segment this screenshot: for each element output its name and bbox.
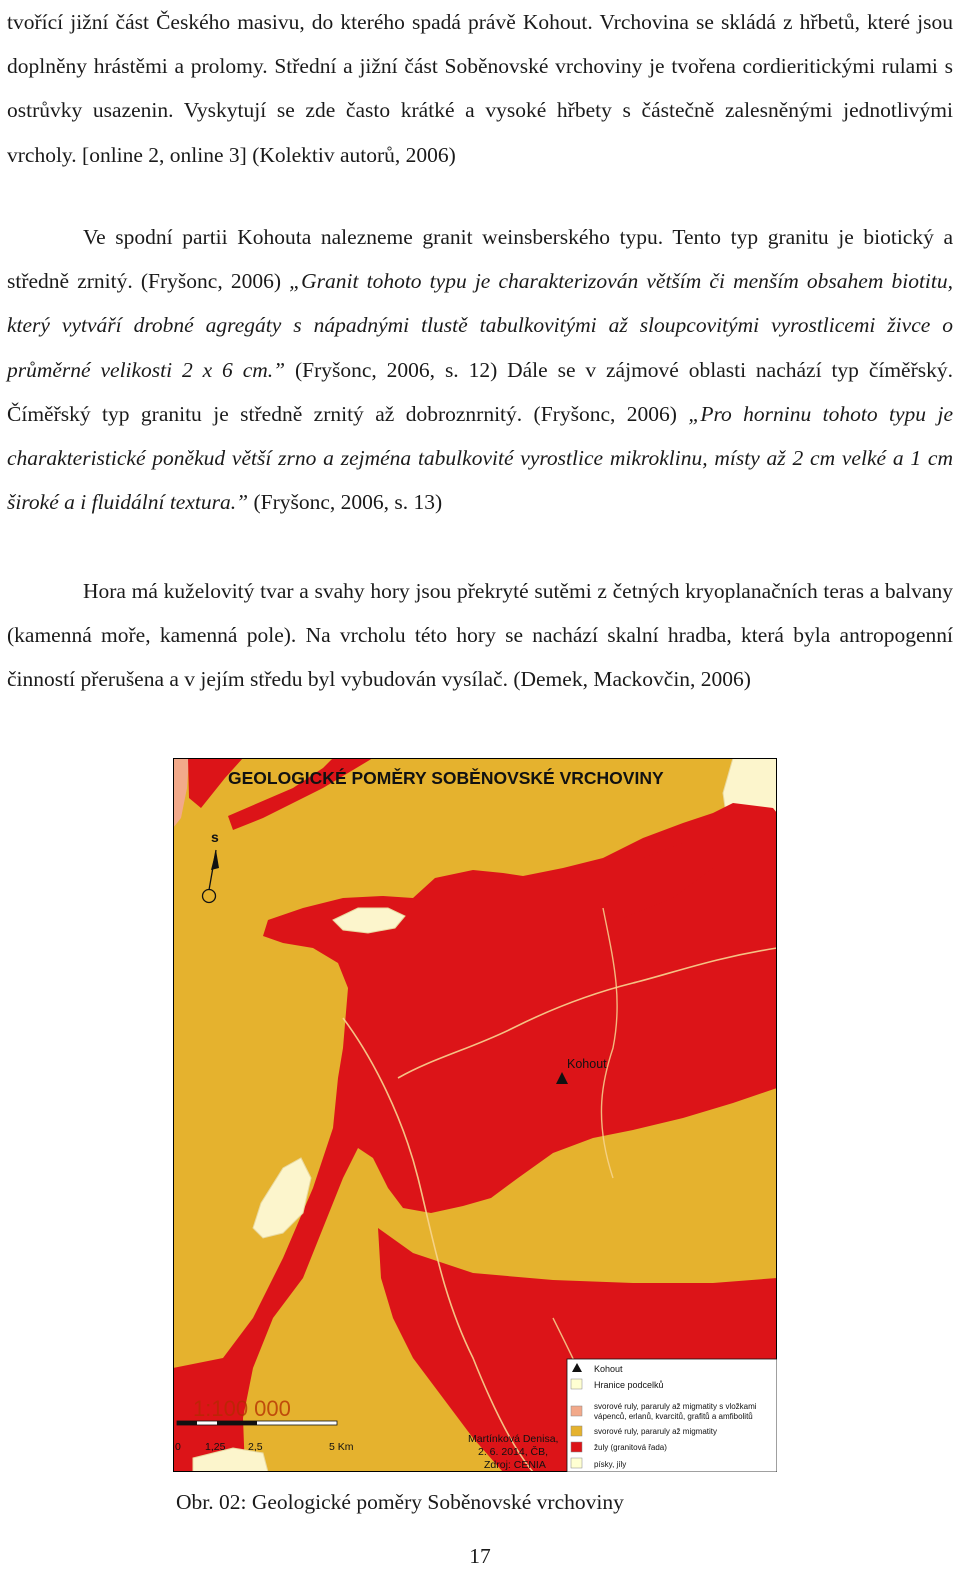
scale-tick-2: 2,5: [248, 1441, 263, 1453]
paragraph-1: tvořící jižní část Českého masivu, do kterého spadá právě Kohout. Vrchovina se skládá z hřbetů, které jsou doplněny hrástěmi a prolomy. Střední a jižní část Soběnovské vrchoviny je tvořena cordieritickými rulami s ostrůvky usazenin. Vyskytují se zde často krátké a vysoké hřbety s částečně zalesněnými jednotlivými vrcholy. [online 2, online 3] (Kolektiv autorů, 2006): [7, 10, 953, 167]
legend-label-kohout: Kohout: [594, 1364, 623, 1374]
paragraph-2: [7, 215, 953, 524]
legend-label-ruly-vlozky-2: vápenců, erlanů, kvarcitů, grafitů a amfibolitů: [594, 1412, 753, 1421]
map-title: GEOLOGICKÉ POMĚRY SOBĚNOVSKÉ VRCHOVINY: [228, 768, 664, 788]
map-author: Martínková Denisa,: [468, 1433, 559, 1445]
peak-label: Kohout: [567, 1057, 607, 1071]
legend-label-ruly: svorové ruly, pararuly až migmatity: [594, 1427, 717, 1436]
paragraph-3: Hora má kuželovitý tvar a svahy hory jsou překryté sutěmi z četných kryoplanačních teras a balvany (kamenná moře, kamenná pole). Na vrcholu této hory se nachází skalní hradba, která byla antropogenní činností přerušena a v jejím středu byl vybudován vysílač. (Demek, Mackovčin, 2006): [7, 579, 953, 692]
scale-tick-1: 1,25: [205, 1441, 226, 1453]
map-legend: [567, 1359, 777, 1472]
map-date: 2. 6. 2014, ČB,: [478, 1446, 549, 1458]
paragraph-2-text-c: (Fryšonc, 2006, s. 13): [248, 490, 443, 515]
scale-ratio: 1:100 000: [193, 1396, 291, 1421]
legend-label-hranice: Hranice podcelků: [594, 1380, 664, 1390]
legend-swatch-ruly: [571, 1426, 582, 1436]
map-source: Zdroj: CENIA: [484, 1459, 546, 1471]
legend-swatch-hranice: [571, 1379, 582, 1389]
paragraph-2-text-b: (Fryšonc, 2006, s. 12) Dále se v zájmové oblasti nachází typ číměřský. Číměřský typ granitu je středně zrnitý až dobroznrnitý. (Fryšonc, 2006): [7, 357, 953, 426]
legend-swatch-zuly: [571, 1442, 582, 1452]
legend-label-ruly-vlozky-1: svorové ruly, pararuly až migmatity s vložkami: [594, 1402, 757, 1411]
legend-swatch-ruly-vlozky: [571, 1406, 582, 1416]
quote-cimersky: „Pro horninu tohoto typu je charakteristické poněkud větší zrno a zejména tabulkovité vyrostlice mikroklinu, místy až 2 cm velké a 1 cm široké a i fluidální textura.”: [7, 401, 953, 515]
legend-label-zuly: žuly (granitová řada): [594, 1443, 667, 1452]
scale-tick-0: 0: [175, 1441, 181, 1453]
quote-granit-weinsberg: „Granit tohoto typu je charakterizován větším či menším obsahem biotitu, který vytváří drobné agregáty s nápadnými tlustě tabulkovitými až sloupcovitými vyrostlicemi živce o průměrné velikosti 2 x 6 cm.”: [7, 269, 953, 382]
north-label: s: [211, 829, 219, 845]
legend-swatch-pisky: [571, 1458, 582, 1468]
legend-label-pisky: písky, jíly: [594, 1460, 627, 1469]
paragraph-2-text-a: Ve spodní partii Kohouta nalezneme granit weinsberského typu. Tento typ granitu je biotický a středně zrnitý. (Fryšonc, 2006): [7, 225, 953, 294]
scale-tick-3: 5 Km: [329, 1441, 354, 1453]
geology-map: [173, 758, 777, 1472]
figure-caption: Obr. 02: Geologické poměry Soběnovské vrchoviny: [176, 1490, 624, 1514]
page-number: 17: [469, 1544, 491, 1568]
